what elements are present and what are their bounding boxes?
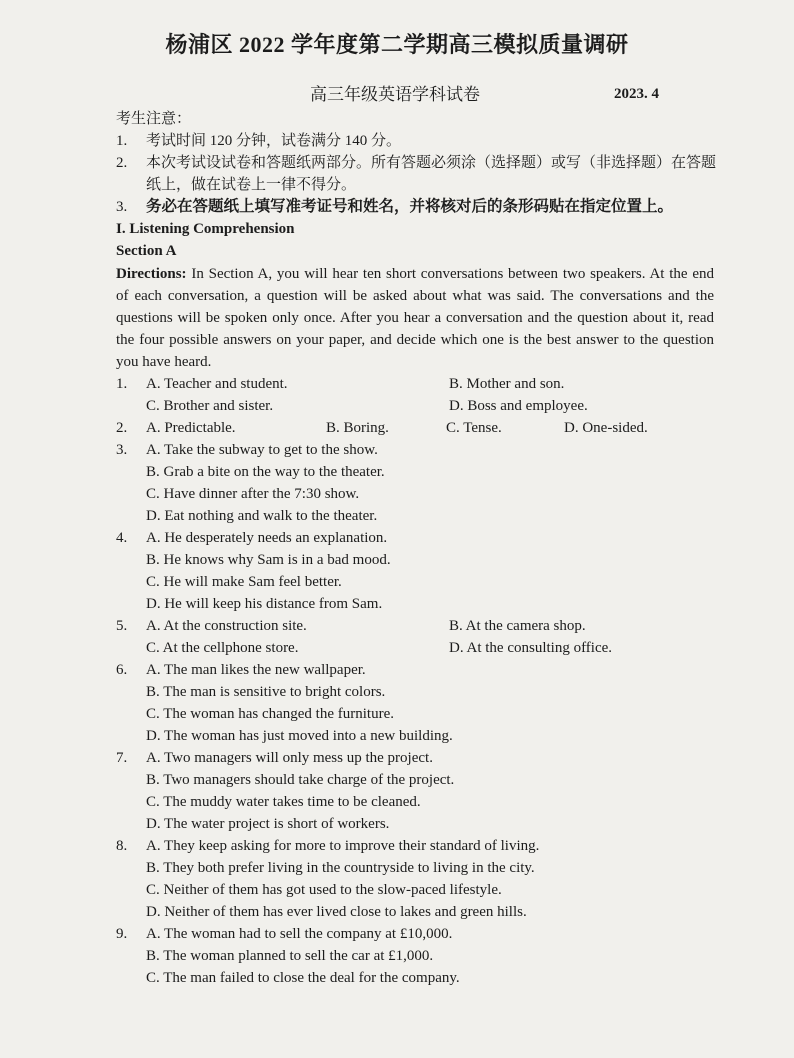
notice-item (116, 130, 716, 152)
option-row (146, 945, 716, 967)
question-item (116, 439, 716, 527)
option-row (146, 505, 716, 527)
answer-option: D. The water project is short of workers. (146, 816, 390, 832)
answer-option: A. Predictable. (146, 420, 236, 436)
answer-option: A. He desperately needs an explanation. (146, 530, 388, 546)
answer-option: A. The man likes the new wallpaper. (146, 662, 366, 678)
answer-option: A. At the construction site. (146, 618, 307, 634)
notice-text: 本次考试设试卷和答题纸两部分。所有答题必须涂（选择题）或写（非选择题）在答题纸上，做在试卷上一律不得分。 (146, 155, 717, 193)
answer-option: D. He will keep his distance from Sam. (146, 596, 383, 612)
option-row (146, 571, 716, 593)
question-number: 2. (116, 420, 128, 436)
question-number: 4. (116, 530, 128, 546)
exam-subtitle: 高三年级英语学科试卷 (310, 85, 480, 104)
question-item (116, 615, 716, 659)
notice-heading: 考生注意： (116, 111, 192, 127)
answer-option: D. One-sided. (564, 420, 648, 436)
answer-option: B. At the camera shop. (449, 618, 586, 634)
answer-option: A. Two managers will only mess up the project. (146, 750, 433, 766)
answer-option: B. The man is sensitive to bright colors. (146, 684, 386, 700)
option-row (146, 901, 716, 923)
option-row (146, 439, 716, 461)
directions-label: Directions: (116, 266, 187, 282)
option-row (146, 681, 716, 703)
answer-option: C. Brother and sister. (146, 398, 274, 414)
option-row (146, 923, 716, 945)
option-row (146, 703, 716, 725)
question-item (116, 527, 716, 615)
answer-option: C. He will make Sam feel better. (146, 574, 342, 590)
question-number: 3. (116, 442, 128, 458)
notice-text: 考试时间 120 分钟，试卷满分 140 分。 (146, 133, 402, 149)
exam-date: 2023. 4 (614, 86, 659, 102)
answer-option: D. The woman has just moved into a new building. (146, 728, 453, 744)
answer-option: B. Grab a bite on the way to the theater. (146, 464, 385, 480)
answer-option: B. Boring. (326, 420, 389, 436)
answer-option: A. Teacher and student. (146, 376, 288, 392)
question-item (116, 659, 716, 747)
question-item (116, 373, 716, 417)
answer-option: C. The muddy water takes time to be cleaned. (146, 794, 421, 810)
notice-number: 2. (116, 155, 128, 171)
answer-option: A. The woman had to sell the company at £10,000. (146, 926, 453, 942)
directions-text: In Section A, you will hear ten short conversations between two speakers. At the end of each conversation, a question will be asked about what was said. The conversations and the questions will be spoken only once. After you hear a conversation and the question about it, read the four possible answers on your paper, and decide which one is the best answer to the question you have heard. (116, 266, 714, 370)
option-row (146, 483, 716, 505)
answer-option: C. At the cellphone store. (146, 640, 299, 656)
question-number: 8. (116, 838, 128, 854)
option-row (146, 461, 716, 483)
option-row (146, 637, 716, 659)
question-number: 6. (116, 662, 128, 678)
option-row (146, 615, 716, 637)
question-number: 1. (116, 376, 128, 392)
answer-option: C. Have dinner after the 7:30 show. (146, 486, 360, 502)
answer-option: C. The man failed to close the deal for the company. (146, 970, 460, 986)
answer-option: C. Tense. (446, 420, 502, 436)
section-heading: Section A (116, 243, 177, 259)
option-row (146, 417, 716, 439)
notice-item (116, 152, 716, 196)
answer-option: B. Two managers should take charge of the project. (146, 772, 455, 788)
answer-option: B. The woman planned to sell the car at £1,000. (146, 948, 434, 964)
answer-option: D. Boss and employee. (449, 398, 588, 414)
answer-options (146, 527, 716, 615)
option-row (146, 593, 716, 615)
option-row (146, 549, 716, 571)
answer-option: C. Neither of them has got used to the slow-paced lifestyle. (146, 882, 502, 898)
notice-item (116, 196, 716, 218)
answer-options (146, 417, 716, 439)
option-row (146, 857, 716, 879)
question-item (116, 923, 716, 989)
answer-option: A. Take the subway to get to the show. (146, 442, 378, 458)
answer-options (146, 835, 716, 923)
question-number: 5. (116, 618, 128, 634)
answer-option: B. Mother and son. (449, 376, 565, 392)
option-row (146, 813, 716, 835)
question-item (116, 835, 716, 923)
content-block (116, 108, 716, 989)
answer-option: C. The woman has changed the furniture. (146, 706, 394, 722)
question-list (116, 373, 716, 989)
option-row (146, 373, 716, 395)
answer-options (146, 615, 716, 659)
option-row (146, 769, 716, 791)
answer-option: D. At the consulting office. (449, 640, 613, 656)
notice-number: 1. (116, 133, 128, 149)
question-number: 7. (116, 750, 128, 766)
exam-title: 杨浦区 2022 学年度第二学期高三模拟质量调研 (165, 32, 629, 57)
answer-options (146, 659, 716, 747)
answer-options (146, 373, 716, 417)
option-row (146, 967, 716, 989)
answer-option: D. Neither of them has ever lived close to lakes and green hills. (146, 904, 527, 920)
option-row (146, 395, 716, 417)
question-item (116, 747, 716, 835)
option-row (146, 879, 716, 901)
answer-option: D. Eat nothing and walk to the theater. (146, 508, 378, 524)
notice-number: 3. (116, 199, 128, 215)
answer-options (146, 747, 716, 835)
part-heading: I. Listening Comprehension (116, 221, 295, 237)
directions (116, 263, 714, 373)
answer-options (146, 923, 716, 989)
option-row (146, 791, 716, 813)
option-row (146, 747, 716, 769)
answer-option: B. He knows why Sam is in a bad mood. (146, 552, 391, 568)
option-row (146, 659, 716, 681)
question-item (116, 417, 716, 439)
option-row (146, 527, 716, 549)
question-number: 9. (116, 926, 128, 942)
notice-text: 务必在答题纸上填写准考证号和姓名，并将核对后的条形码贴在指定位置上。 (146, 198, 674, 215)
option-row (146, 725, 716, 747)
option-row (146, 835, 716, 857)
answer-options (146, 439, 716, 527)
answer-option: A. They keep asking for more to improve their standard of living. (146, 838, 540, 854)
answer-option: B. They both prefer living in the countryside to living in the city. (146, 860, 535, 876)
